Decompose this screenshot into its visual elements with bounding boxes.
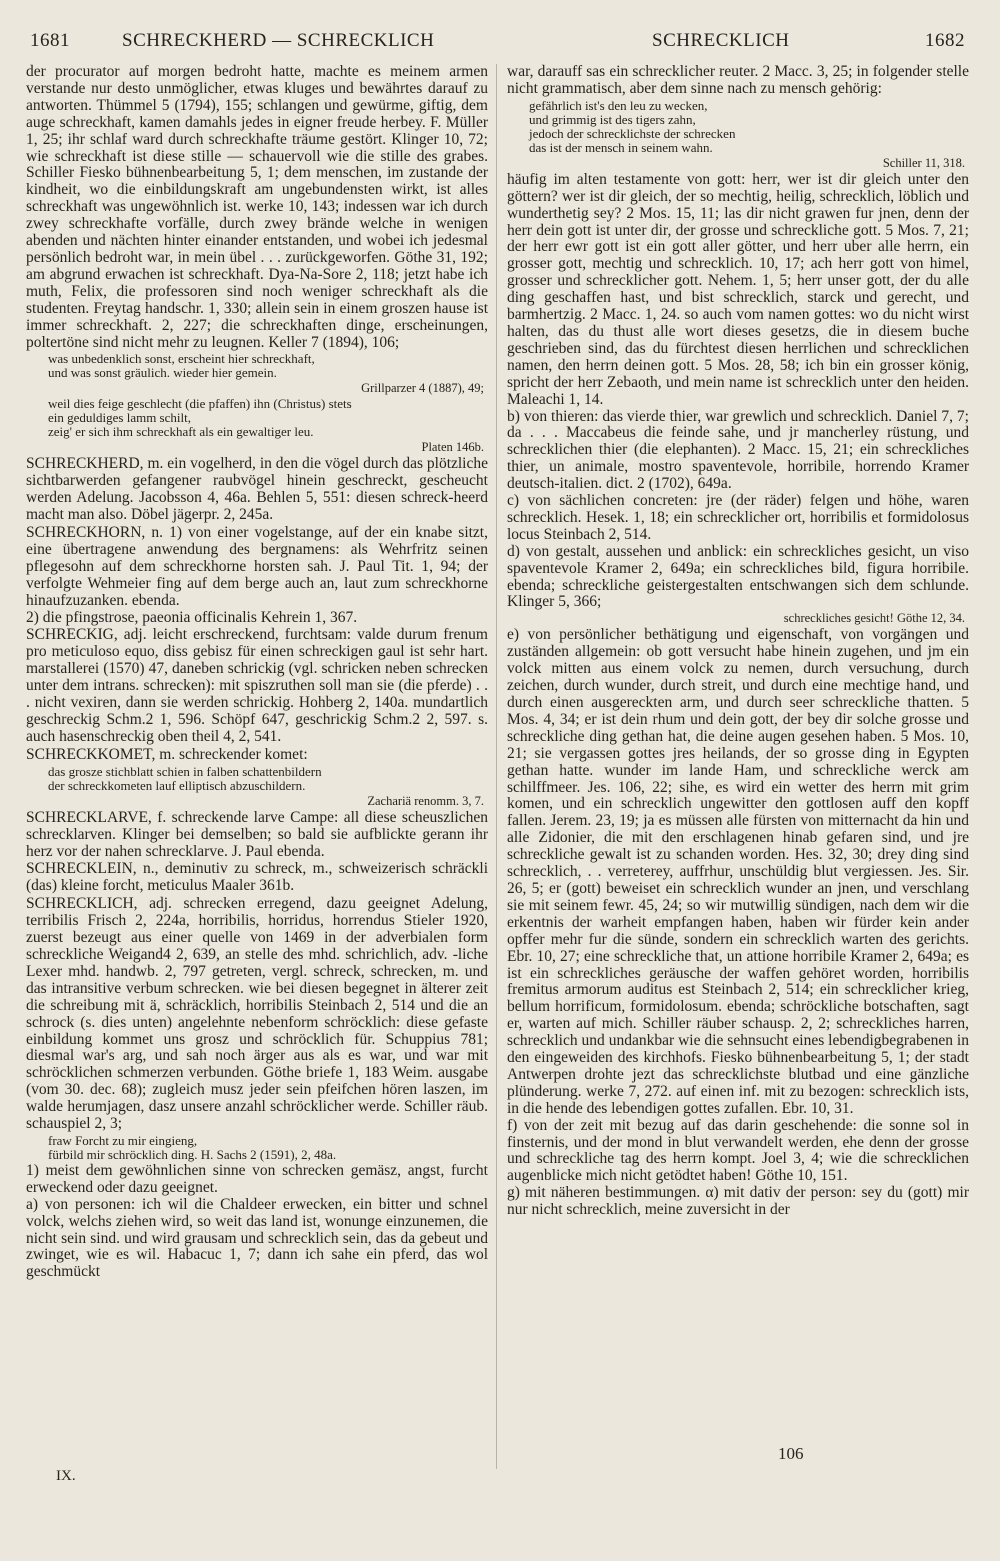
- verse-quote: was unbedenklich sonst, erscheint hier schreckhaft, und was sonst gräulich. wieder hier gemein.: [48, 351, 315, 381]
- column-divider: [496, 64, 497, 1469]
- paragraph: häufig im alten testamente von gott: herr, wer ist dir gleich unter den göttern? wer ist dir gleich, der so mechtig, heilig, schrecklich, löblich und wunderthetig sey? 2 Mos. 15, 11; las dir nicht grawen fur jnen, denn der herr dein gott ist unter dir, der grosse und schreckliche gott. 5 Mos. 7, 21; der herr ewr gott ist ein gott aller götter, und herr uber alle herrn, ein grosser gott, mechtig und schrecklich. 10, 17; ach herr gott von himel, grosser und schrecklicher gott. Nehem. 1, 5; herr unser gott, der du alle ding geschaffen hast, und bist schrecklich, starck und gerecht, und barmhertzig. 2 Macc. 1, 24. so auch vom namen gottes: wo du nicht wirst halten, das du thust alle wort dieses gesetzs, die in diesem buche geschrieben sind, das du fürchtest diesen herrlichen und schrecklichen namen, den herrn deinen gott. 5 Mos. 28, 58; ich bin ein grosser könig, spricht der herr Zebaoth, und mein name ist schrecklich unter den heiden. Maleachi 1, 14.: [507, 170, 969, 408]
- paragraph: f) von der zeit mit bezug auf das darin geschehende: die sonne sol in finsternis, und der mond in blut verwandelt werden, ehe denn der grosse und schreckliche tag des herrn kompt. Joel 3, 4; wie die schrecklichen augenblicke mich nicht getödtet haben! Göthe 10, 151.: [507, 1116, 969, 1185]
- dictionary-entry: SCHRECKHERD, m. ein vogelherd, in den die vögel durch das plötzliche sichtbarwerden gefangener raubvögel hinein geschreckt, gescheucht werden Adelung. Jacobsson 4, 46a. Behlen 5, 551: diesen schreck-heerd macht man also. Döbel jägerpr. 2, 245a.: [26, 455, 488, 524]
- dictionary-entry: SCHRECKHORN, n. 1) von einer vogelstange, auf der ein knabe sitzt, eine übertragene anwendung des bergnamens: als Wehrfritz seinen pflegesohn auf dem schreckhorne horsten sah. J. Paul Tit. 1, 94; der verfolgte Wehmeier fing auf dem berge auch an, laut zum schreckhorne hinaufzuzanken. ebenda.: [26, 524, 488, 609]
- left-column: [26, 64, 488, 1281]
- dictionary-entry: SCHRECKLICH, adj. schrecken erregend, dazu geeignet Adelung, terribilis Frisch 2, 224a, horribilis, horridus, horrendus Stieler 1920, zuerst bezeugt aus einer quelle von 1469 in der adverbialen form schreckliche Weigand4 2, 639, an stelle des mhd. schrichlich, adv. -liche Lexer mhd. handwb. 2, 797 getreten, vergl. schreck, schrecken, m. und das intransitive verbum schrecken. wie bei diesen begegnet in älterer zeit die schreibung mit ä, schräcklich, horribilis Steinbach 2, 514 und die an schrock (s. dies unten) angelehnte nebenform schröcklich: diese gefaste einbildung kommet uns grosz und schröcklich für. Schuppius 781; diesmal war's arg, und sah noch ärger aus als es war, und war mit schröcklichen schmerzen verbunden. Göthe briefe 1, 183 Weim. ausgabe (vom 30. dec. 68); zugleich musz jeder sein pfeifchen hören laszen, im walde herumjagen, dasz unsere anzahl schröcklicher werde. Schiller räub. schauspiel 2, 3;: [26, 895, 488, 1133]
- verse-quote: gefährlich ist's den leu zu wecken, und grimmig ist des tigers zahn, jedoch der schrecklichste der schrecken das ist der mensch in seinem wahn.: [529, 97, 736, 155]
- verse-quote: fraw Forcht zu mir eingieng, fürbild mir schröcklich ding. H. Sachs 2 (1591), 2, 48a.: [48, 1132, 337, 1162]
- citation: Grillparzer 4 (1887), 49;: [361, 381, 484, 396]
- signature-mark: IX.: [56, 1468, 76, 1484]
- dictionary-entry: SCHRECKLARVE, f. schreckende larve Campe: all diese scheuszlichen schrecklarven. Klinger bei demselben; so bald sie aufblickte gerann ihr herz vor der nahen schrecklarve. J. Paul ebenda.: [26, 808, 488, 860]
- sheet-number: 106: [778, 1444, 804, 1463]
- running-header: [0, 30, 1000, 60]
- paragraph: war, darauff sas ein schrecklicher reuter. 2 Macc. 3, 25; in folgender stelle nicht grammatisch, aber dem sinne nach zu mensch gehörig:: [507, 63, 969, 97]
- paragraph: der procurator auf morgen bedroht hatte, machte es meinem armen verstande nur desto unmöglicher, etwas kluges und bewährtes darauf zu antworten. Thümmel 5 (1794), 155; schlangen und gewürme, giftig, dem auge schreckhaft, kamen damahls jedes in eigner freude herbey. F. Müller 1, 25; ihr schlaf ward durch schreckhafte träume gestört. Klinger 10, 72; wie schreckhaft ist diese stille — schauervoll wie die stille des grabes. Schiller Fiesko bühnenbearbeitung 5, 1; dem menschen, im zustande der kindheit, wo die einbildungskraft am ungebundensten wirkt, ist alles schreckhaft was ungewöhnlich ist. werke 10, 143; indessen war ich durch zwey schreckhafte vorfälle, durch zwey brände welche in wenigen abenden und nächten hinter einander entstanden, und wobei ich jedesmal persönlich bedroht war, in mein übel . . . zurückgeworfen. Göthe 31, 192; am abgrund erwachen ist schreckhaft. Dya-Na-Sore 2, 118; jetzt habe ich muth, Felix, die professoren sind noch weniger schreckhaft als die studenten. Freytag handschr. 1, 330; allein sein in einem groszen hause ist immer schreckhaft. 2, 227; die schreckhaften dinge, erscheinungen, poltertöne sind nicht mehr zu leugnen. Keller 7 (1894), 106;: [26, 63, 488, 351]
- citation: Schiller 11, 318.: [882, 155, 965, 170]
- left-running-headword: SCHRECKHERD — SCHRECKLICH: [122, 30, 435, 51]
- citation: Zachariä renomm. 3, 7.: [367, 793, 484, 808]
- paragraph: 1) meist dem gewöhnlichen sinne von schrecken gemäsz, angst, furcht erweckend oder dazu geeignet.: [26, 1161, 488, 1196]
- left-page-number: 1681: [30, 30, 70, 51]
- verse-quote: weil dies feige geschlecht (die pfaffen) ihn (Christus) stets ein geduldiges lamm schilt, zeig' er sich ihm schreckhaft als ein gewaltiger leu.: [48, 396, 352, 440]
- citation: Platen 146b.: [421, 440, 484, 455]
- paragraph: e) von persönlicher bethätigung und eigenschaft, von vorgängen und zuständen allgemein: ob gott versucht habe hinein zugehen, und jm ein volck mitten aus einem volck zu nemen, durch versuchung, durch zeichen, durch wunder, durch streit, und durch eine mechtige hand, und durch einen ausgereckten arm, und durch seer schreckliche thatten. 5 Mos. 4, 34; er ist dein rhum und dein gott, der bey dir solche grosse und schreckliche ding gethan hat, die deine augen gesehen haben. 5 Mos. 10, 21; sie vergassen gottes jres heilands, der so grosse ding in Egypten gethan hatte. wunder im lande Ham, und schreckliche werck am schilffmeer. Jes. 106, 22; sihe, es wird ein wetter des herrn mit grim komen, und ein schrecklich ungewitter den gottlosen auff den kopff fallen. Jerem. 23, 19; ja es müssen alle fürsten von mitternacht da hin und alle Zidonier, die mit den erschlagenen hinab gefaren sind, und jre schreckliche gewalt ist zu schanden worden. Hes. 32, 30; drey ding sind schrecklich, . . verreterey, auffrhur, unschüldig blut vergiessen. Jes. Sir. 26, 5; er (gott) beweiset ein schrecklich wunder an jnen, und verschlang sie mit seinem fewr. 45, 24; so wir mutwillig sündigen, nach dem wir die erkentnis der warheit empfangen haben, haben wir fürder kein ander opffer mehr fur die sünde, sondern ein schrecklich warten des gerichts. Ebr. 10, 27; eine schreckliche that, un attione horribile Kramer 2, 649a; es ist ein schreckliches geräusche der waffen gehöret worden, horribilis fremitus armorum auditus est Steinbach 2, 514; ein schrecklicher krieg, bellum horrificum, formidolosum. ebenda; schröckliche botschaften, sagt er, warten auf mich. Schiller räuber schausp. 2, 2; schreckliches harren, schrecklich und undankbar wie die sehnsucht eines lebendigbegrabenen in den eingeweiden des kirchhofs. Fiesko bühnenbearbeitung 5, 1; der stadt Antwerpen drohte jezt das schrecklichste blutbad und eine gänzliche plünderung. werke 7, 272. auf einen inf. mit zu bezogen: schrecklich ists, in die hende des lebendigen gottes zufallen. Ebr. 10, 31.: [507, 626, 969, 1117]
- paragraph: g) mit näheren bestimmungen. α) mit dativ der person: sey du (gott) mir nur nicht schrecklich, meine zuversicht in der: [507, 1184, 969, 1219]
- paragraph: a) von personen: ich wil die Chaldeer erwecken, ein bitter und schnel volck, welchs ziehen wird, so weit das land ist, wonunge einzunemen, die nicht sein sind. und wird grausam und schrecklich sein, das da gebeut und zwinget, wie es wil. Habacuc 1, 7; dann ich sahe ein pferd, das wol geschmückt: [26, 1195, 488, 1281]
- dictionary-entry: SCHRECKKOMET, m. schreckender komet:: [26, 745, 308, 763]
- right-running-headword: SCHRECKLICH: [652, 30, 790, 51]
- dictionary-entry: SCHRECKIG, adj. leicht erschreckend, furchtsam: valde durum frenum pro meticuloso equo, diss gebisz für einen schreckigen gaul ist sehr hart. marstallerei (1570) 47, daneben schrickig (vgl. schricken neben schrecken unter dem intrans. schrecken): mit spiszruthen soll man sie (die pferde) . . . nicht vexiren, dann sie werden schrickig. Hohberg 2, 140a. mundartlich geschreckig Schm.2 1, 596. Schöpf 647, geschrickig Schm.2 2, 597. s. auch hasenschreckig oben theil 4, 2, 541.: [26, 626, 488, 745]
- paragraph: c) von sächlichen concreten: jre (der räder) felgen und höhe, waren schrecklich. Hesek. 1, 18; ein schrecklicher ort, horribilis et formidolosus locus Steinbach 2, 514.: [507, 492, 969, 543]
- right-column: [507, 64, 969, 1219]
- paragraph: d) von gestalt, aussehen und anblick: ein schreckliches gesicht, un viso spaventevole Kramer 2, 649a; ein schreckliches bild, figura horribile. ebenda; schreckliche geistergestalten entschwangen sich dem schlunde. Klinger 5, 366;: [507, 542, 969, 611]
- paragraph: 2) die pfingstrose, paeonia officinalis Kehrein 1, 367.: [26, 608, 358, 626]
- citation: schreckliches gesicht! Göthe 12, 34.: [783, 611, 965, 626]
- verse-quote: das grosze stichblatt schien in falben schattenbildern der schreckkometen lauf elliptisch abzuschildern.: [48, 763, 322, 793]
- right-page-number: 1682: [925, 30, 965, 51]
- dictionary-entry: SCHRECKLEIN, n., deminutiv zu schreck, m., schweizerisch schräckli (das) kleine forcht, meticulus Maaler 361b.: [26, 860, 488, 895]
- paragraph: b) von thieren: das vierde thier, war grewlich und schrecklich. Daniel 7, 7; da . . . Maccabeus die feinde sahe, und jr mancherley rüstung, und schrecklichen thier (die elephanten). 2 Macc. 15, 21; ein schreckliches thier, un animale, mostro spaventevole, horribile, horrendo Kramer deutsch-italien. dict. 2 (1702), 649a.: [507, 407, 969, 493]
